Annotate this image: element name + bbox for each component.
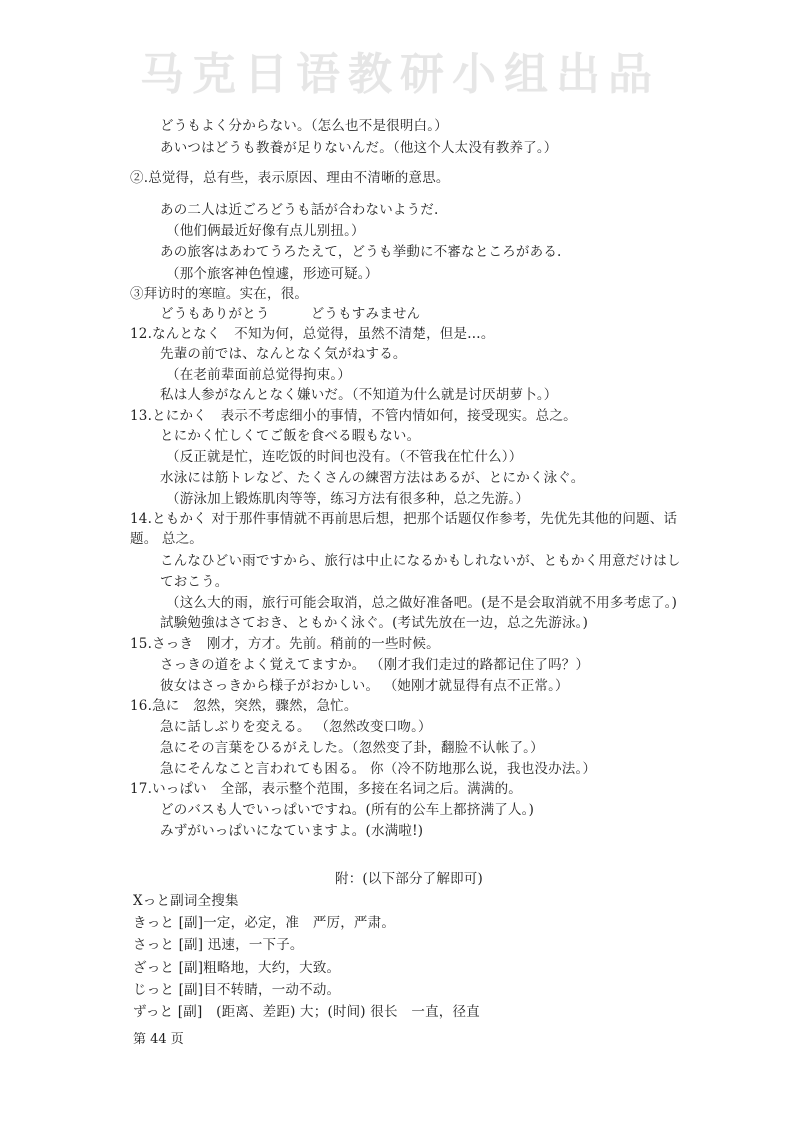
text-line: （他们俩最近好像有点儿别扭。） xyxy=(166,223,365,239)
text-line: 急にそんなこと言われても困る。 你（冷不防地那么说，我也没办法。） xyxy=(160,761,597,777)
text-line: 急にその言葉をひるがえした。（忽然变了卦，翻脸不认帐了。） xyxy=(160,740,544,756)
watermark: 马克日语教研小组出品 xyxy=(140,49,660,100)
text-line: 先輩の前では、なんとなく気がねする。 xyxy=(160,346,407,362)
text-line: 16.急に 忽然，突然，骤然，急忙。 xyxy=(130,698,358,714)
text-line: さっきの道をよく覚えてますか。 （刚才我们走过的路都记住了吗？） xyxy=(160,657,590,673)
text-line: きっと [副]一定，必定，准 严厉，严肃。 xyxy=(133,915,396,931)
text-line: （游泳加上锻炼肌肉等等，练习方法有很多种，总之先游。） xyxy=(166,491,530,507)
text-line: 15.さっき 刚才，方才。先前。稍前的一些时候。 xyxy=(130,636,440,652)
text-line: みずがいっぱいになていますよ。(水满啦!) xyxy=(160,823,424,839)
text-line: 私は人参がなんとなく嫌いだ。（不知道为什么就是讨厌胡萝卜。） xyxy=(160,387,558,403)
text-line: じっと [副]目不转睛，一动不动。 xyxy=(133,982,341,998)
text-line: どのバスも人でいっぱいですね。(所有的公车上都挤满了人。) xyxy=(160,802,535,818)
text-line: ずっと [副] (距离、差距) 大；(时间) 很长 一直，径直 xyxy=(133,1004,480,1020)
text-line: ②.总觉得，总有些，表示原因、理由不清晰的意思。 xyxy=(130,170,450,186)
text-line: あの二人は近ごろどうも話が合わないようだ. xyxy=(160,202,439,218)
text-line: Xっと副词全搜集 xyxy=(133,893,239,909)
text-line: 急に話しぶりを変える。 （忽然改变口吻。） xyxy=(160,719,432,735)
text-line: 14.ともかく 对于那件事情就不再前思后想，把那个话题仅作参考，先优先其他的问题、话 xyxy=(130,511,678,527)
text-line: 题。 总之。 xyxy=(130,531,203,547)
text-line: 試験勉強はさておき、ともかく泳ぐ。(考试先放在一边，总之先游泳。) xyxy=(160,615,589,631)
text-line: 水泳には筋トレなど、たくさんの練習方法はあるが、とにかく泳ぐ。 xyxy=(160,470,585,486)
text-line: あの旅客はあわてうろたえて，どうも挙動に不審なところがある. xyxy=(160,244,562,260)
text-line: ておこう。 xyxy=(160,574,229,590)
text-line: ③拜访时的寒暄。实在，很。 xyxy=(130,286,309,302)
text-line: 彼女はさっきから様子がおかしい。 （她刚才就显得有点不正常。） xyxy=(160,678,569,694)
text-line: さっと [副] 迅速，一下子。 xyxy=(133,937,304,953)
text-line: 12.なんとなく 不知为何，总觉得，虽然不清楚，但是…。 xyxy=(130,326,495,342)
page-number: 第 44 页 xyxy=(133,1032,184,1047)
text-line: 17.いっぱい 全部，表示整个范围，多接在名词之后。满满的。 xyxy=(130,781,522,797)
text-line: （在老前辈面前总觉得拘束。） xyxy=(166,367,352,383)
text-line: あいつはどうも教養が足りないんだ。（他这个人太没有教养了。） xyxy=(160,140,558,156)
text-line: どうもよく分からない。（怎么也不是很明白。） xyxy=(160,118,448,134)
text-line: （这么大的雨，旅行可能会取消，总之做好准备吧。(是不是会取消就不用多考虑了。) xyxy=(166,595,678,611)
text-line: こんなひどい雨ですから、旅行は中止になるかもしれないが、ともかく用意だけはし xyxy=(160,553,681,569)
text-line: （反正就是忙，连吃饭的时间也没有。（不管我在忙什么）） xyxy=(166,449,523,465)
text-line: とにかく忙しくてご飯を食べる暇もない。 xyxy=(160,428,421,444)
text-line: どうもありがとう どうもすみません xyxy=(160,306,421,322)
text-line: ざっと [副]粗略地，大约，大致。 xyxy=(133,960,341,976)
text-line: 13.とにかく 表示不考虑细小的事情，不管内情如何，接受现实。总之。 xyxy=(130,408,577,424)
text-line: （那个旅客神色惶遽，形迹可疑。） xyxy=(166,266,379,282)
text-line: 附：(以下部分了解即可) xyxy=(335,871,483,887)
